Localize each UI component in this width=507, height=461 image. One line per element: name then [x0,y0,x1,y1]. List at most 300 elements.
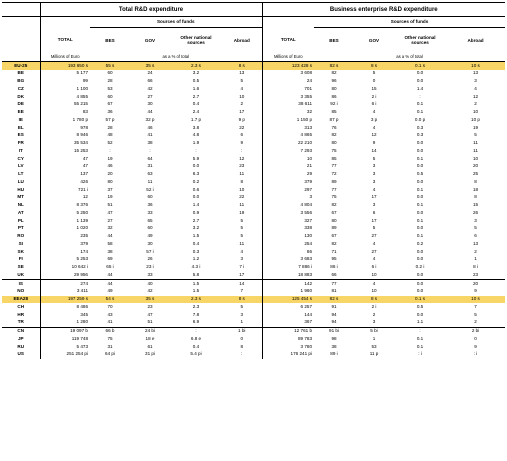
cell-bes: 57 p [105,116,115,122]
cell-gov: 49 [147,233,153,239]
cell-business-total: 38 611 [262,101,314,109]
country-code: NO [17,288,25,294]
table-row [2,171,505,179]
cell-gov: 30 [147,240,153,246]
cell-bes: 60 [107,70,113,76]
cell-business-bes: 85 [331,109,337,115]
cell-business-other-national: 0.1 [416,155,424,161]
cell-abroad: 19 [239,209,245,215]
sources-of-funds-header-total: Sources of funds [90,17,262,28]
cell-gov: 11 [147,178,153,184]
cell-business-total: 367 [262,319,314,327]
country-code: IT [18,147,23,153]
cell-business-bes: 67 [331,233,337,239]
cell-business-abroad: 23 [472,271,479,277]
cell-other-national: 1.5 [192,288,200,294]
cell-business-total: 86 [262,248,314,256]
cell-abroad: 5 [240,217,244,223]
cell-business-bes: 95 [331,256,337,262]
cell-other-national: 2.3 s [170,296,222,304]
cell-business-other-national: : i [418,351,422,357]
cell-business-bes: 66 [331,271,337,277]
country-code: AT [17,209,24,215]
cell-bes: 43 [107,311,113,317]
cell-business-total: 3 [262,194,314,202]
cell-total: 55 215 [40,101,90,109]
cell-business-total: 3 608 [262,70,314,78]
cell-business-gov: 3 p [370,116,378,122]
cell-gov: 33 [147,209,153,215]
cell-business-gov: 6 i [371,264,377,270]
cell-bes: 37 [107,186,113,192]
col-total: TOTAL [40,28,90,55]
cell-business-total: 3 780 [262,343,314,351]
unit-millions-euro-business: Millions of Euro [262,54,314,62]
cell-other-national: 3.2 [192,70,200,76]
country-code: ES [17,132,24,138]
table-row [2,78,505,86]
cell-business-bes: 82 [331,70,337,76]
table-row [2,233,505,241]
cell-business-total: 24 [262,78,314,86]
country-code: DE [17,101,24,107]
cell-total: 426 [40,178,90,186]
cell-total: 197 259 s [40,296,90,304]
cell-other-national: 3.8 [192,124,200,130]
cell-business-bes: 75 [331,194,337,200]
cell-other-national: 4.3 i [191,264,201,270]
table-row [2,101,505,109]
country-code: CN [2,327,40,335]
cell-abroad: 6 [240,132,244,138]
cell-business-gov: 11 p [369,351,379,357]
table-row [2,132,505,140]
cell-gov: 35 s [130,296,170,304]
cell-business-abroad: 9 [474,343,477,349]
cell-business-bes: 77 [314,280,354,288]
cell-business-bes: 80 [331,140,337,146]
cell-total: 1 780 p [40,116,90,124]
cell-business-other-national: 0.3 [416,132,424,138]
cell-business-gov: 3 [372,202,376,208]
cell-abroad: 8 s [222,62,262,70]
cell-gov: 66 [147,78,153,84]
table-row [2,70,505,78]
cell-business-gov: 5 [372,155,376,161]
cell-business-gov: 8 s [354,62,394,70]
cell-business-gov: 3 [372,178,376,184]
cell-business-gov: 9 [372,140,376,146]
cell-business-bes: 94 [331,311,337,317]
cell-business-other-national: 0.0 [416,70,424,76]
cell-other-national: 0.4 [192,343,200,349]
cell-business-total: 379 [262,178,314,186]
cell-abroad: 3 [240,311,244,317]
cell-business-bes: 82 [331,240,337,246]
cell-gov: 40 [130,280,170,288]
cell-business-abroad: 8 [474,178,477,184]
cell-business-bes: 76 [331,124,337,130]
cell-business-gov: 53 [371,343,377,349]
cell-business-gov: 10 [371,271,377,277]
cell-business-bes: 98 [331,335,337,341]
cell-business-gov: 27 [371,248,377,254]
cell-total: 978 [40,124,90,132]
cell-total: 19 097 b [40,327,90,335]
cell-bes: 44 [107,233,113,239]
cell-other-national: 1.2 [192,256,200,262]
cell-bes: : [109,147,111,153]
cell-total: 235 [40,233,90,241]
cell-other-national: 0.5 [192,78,200,84]
cell-business-other-national: 0.0 [416,256,424,262]
total-rd-header: Total R&D expenditure [40,3,262,17]
cell-business-bes: 75 [331,147,337,153]
cell-total: 174 [40,248,90,256]
cell-abroad: 14 [222,280,262,288]
cell-total: 47 [40,155,90,163]
country-code: EE [17,109,24,115]
table-row [2,319,505,327]
cell-business-abroad: 11 [473,140,478,146]
cell-other-national: : [170,327,222,335]
country-code: MT [17,194,25,200]
cell-gov: 38 [147,140,153,146]
cell-business-abroad: 15 [472,202,479,208]
country-code: LT [18,171,24,177]
col-gov: GOV [144,37,156,43]
cell-gov: 41 [147,132,153,138]
cell-gov: 35 s [130,62,170,70]
cell-total: 5 473 [40,343,90,351]
cell-business-total: 327 [262,217,314,225]
cell-abroad: 22 [239,194,245,200]
cell-gov: 44 [147,109,153,115]
cell-other-national: 1.5 [192,233,200,239]
cell-business-gov: 5 [372,225,376,231]
cell-business-gov: 0 [372,78,376,84]
cell-gov: 18 e [145,335,155,341]
cell-bes: 36 [107,109,113,115]
country-code: CH [17,303,25,309]
cell-gov: 63 [147,171,153,177]
cell-abroad: 13 [239,70,245,76]
cell-business-bes: 38 [331,343,337,349]
cell-business-bes: 82 [331,202,337,208]
cell-other-national: 5.9 [192,155,200,161]
table-row [2,248,505,256]
country-code: BE [17,70,24,76]
cell-other-national: 6.9 [192,319,200,325]
cell-bes: 31 [107,343,113,349]
cell-business-total: 12 761 b [262,327,314,335]
cell-business-abroad: 25 [472,171,479,177]
cell-business-gov: 17 [371,217,377,223]
country-code: NL [17,202,24,208]
cell-business-abroad: 0 [474,335,477,341]
cell-business-total: 1 960 [262,288,314,296]
cell-gov: 42 [147,85,153,91]
cell-abroad: 10 [239,93,245,99]
cell-abroad: 3 [240,256,244,262]
country-code: US [17,351,24,357]
cell-business-other-national: 0.3 [416,124,424,130]
cell-gov: 24 bi [130,327,170,335]
table-row [2,303,505,311]
cell-gov: 33 [147,271,153,277]
table-row [2,240,505,248]
unit-millions-euro: Millions of Euro [40,54,90,62]
country-code: LU [17,178,24,184]
cell-bes: 55 s [90,62,130,70]
cell-business-total: 4 865 [262,132,314,140]
cell-business-bes: 86 [331,93,337,99]
cell-total: 1 139 [40,217,90,225]
cell-bes: 47 [107,209,113,215]
cell-other-national: 1.4 [192,202,200,208]
cell-total: 8 376 [40,202,90,210]
cell-gov: : [149,147,151,153]
table-row [2,335,505,343]
country-code: EU-25 [2,62,40,70]
cell-abroad: 4 [240,85,244,91]
cell-business-gov: 4 [372,240,376,246]
cell-other-national: 0.4 [192,101,200,107]
cell-business-total: 21 [262,163,314,171]
sources-of-funds-header-business: Sources of funds [314,17,505,28]
cell-gov: 64 [147,155,153,161]
cell-business-other-national: 0.0 [416,78,424,84]
country-code: FR [17,140,24,146]
cell-total: 1 020 [40,225,90,233]
cell-business-abroad: 5 [474,311,477,317]
cell-business-bes: 80 [331,217,337,223]
cell-business-total: 3 355 [262,93,314,101]
col-gov-business: GOV [368,37,380,43]
table-row [2,264,505,272]
cell-total: 15 253 [40,147,90,155]
cell-abroad: 4 [240,248,244,254]
cell-business-abroad: 2 bi [446,327,505,335]
cell-bes: 28 [107,124,113,130]
cell-other-national: 2.3 s [170,62,222,70]
cell-business-abroad: 10 p [471,116,480,122]
cell-abroad: 8 [240,178,244,184]
table-row [2,140,505,148]
cell-abroad: 5 [240,303,244,309]
rd-expenditure-table-wrapper [2,2,505,459]
cell-bes: 19 [107,155,113,161]
cell-abroad: 7 i [239,264,245,270]
table-row [2,209,505,217]
cell-business-total: 123 428 s [262,62,314,70]
cell-abroad: 5 [240,78,244,84]
cell-business-abroad: 1 [474,256,477,262]
country-code: RO [17,233,25,239]
cell-abroad: 9 [240,140,244,146]
col-abroad-business: Abroad [467,37,484,43]
cell-business-gov: 14 [371,147,377,153]
cell-business-other-national: 0.0 [416,194,424,200]
cell-business-other-national: 0.1 [416,101,424,107]
cell-gov: 24 [147,70,153,76]
cell-bes: 54 s [90,296,130,304]
cell-bes: 70 [107,303,113,309]
cell-business-other-national: 0.1 s [394,62,446,70]
cell-business-total: 7 293 [262,147,314,155]
cell-business-other-national: 0.1 [416,186,424,192]
cell-business-bes: 67 [331,209,337,215]
cell-business-other-national: 0.1 [416,343,424,349]
country-code: IS [2,280,40,288]
cell-business-gov: 2 i [371,93,377,99]
table-row [2,280,505,288]
cell-business-total: 144 [262,311,314,319]
cell-business-abroad: 5 [474,225,477,231]
cell-total: 137 [40,171,90,179]
table-row [2,155,505,163]
cell-abroad: 11 [239,240,245,246]
cell-abroad: 17 [239,109,245,115]
cell-other-national: 0.6 [192,186,200,192]
table-row [2,147,505,155]
cell-abroad: 11 [239,202,245,208]
cell-other-national: 4.8 [192,132,200,138]
country-code: PL [17,217,24,223]
cell-business-total: 701 [262,85,314,93]
cell-business-other-national: 0.0 [416,288,424,294]
cell-business-total: 338 [262,225,314,233]
cell-business-other-national: 0.1 [416,335,424,341]
cell-abroad: 1 bi [222,327,262,335]
cell-business-total: 89 783 [262,335,314,343]
cell-other-national: 1.9 [192,140,200,146]
cell-business-abroad: 9 [474,288,477,294]
cell-business-total: 3 683 [262,256,314,264]
cell-business-gov: 4 [372,186,376,192]
cell-abroad: 22 [239,124,245,130]
cell-bes: 69 [107,256,113,262]
cell-business-bes: 89 [331,178,337,184]
cell-business-total: 6 257 [262,303,314,311]
cell-business-total: 176 241 pi [262,351,314,359]
cell-other-national: 7.8 [192,311,200,317]
cell-bes: 60 [107,93,113,99]
cell-bes: 19 [107,194,113,200]
cell-business-other-national: 0.1 [416,202,424,208]
cell-other-national: 0.0 [192,194,200,200]
cell-total: 4 855 [40,93,90,101]
country-code: EL [17,124,24,130]
cell-total: 5 253 [40,256,90,264]
cell-business-abroad: 11 [473,147,478,153]
country-code: SE [17,264,24,270]
cell-abroad: : [241,147,243,153]
cell-total: 8 486 [40,303,90,311]
cell-gov: 60 [147,194,153,200]
cell-business-abroad: 13 [472,70,479,76]
cell-abroad: 10 [239,186,245,192]
cell-gov: 36 [147,202,153,208]
country-code: CZ [17,85,24,91]
cell-other-national: 0.0 [192,163,200,169]
cell-other-national: 3.2 [192,225,200,231]
cell-business-abroad: 19 [472,124,479,130]
cell-business-bes: 86 i [330,264,338,270]
table-row [2,296,505,304]
country-code: RU [17,343,25,349]
table-row [2,124,505,132]
cell-business-other-national: 0.5 [416,171,424,177]
cell-business-abroad: 18 [472,186,479,192]
cell-business-other-national: 0.0 p [414,116,426,122]
cell-business-abroad: 2 [474,319,477,325]
cell-bes: 44 [107,271,113,277]
cell-business-other-national: 0.0 [416,178,424,184]
cell-total: 8 946 [40,132,90,140]
table-row [2,109,505,117]
cell-business-bes: 91 [331,303,337,309]
cell-business-bes: 77 [331,186,337,192]
cell-other-national: 1.6 [192,85,200,91]
country-code: IE [18,116,23,122]
cell-business-bes: 82 s [314,296,354,304]
cell-bes: 20 [107,171,113,177]
table-row [2,225,505,233]
table-row [2,62,505,70]
cell-business-abroad: 13 [472,240,479,246]
cell-bes: 75 [107,335,113,341]
cell-abroad: 8 [240,343,244,349]
cell-business-other-national: 0.1 [416,233,424,239]
cell-business-abroad: 12 [472,93,479,99]
cell-total: 47 [40,163,90,171]
cell-business-abroad: : i [473,351,478,357]
cell-business-total: 313 [262,124,314,132]
cell-total: 193 650 s [40,62,90,70]
cell-business-abroad: 20 [472,163,479,169]
cell-business-total: 7 886 i [262,264,314,272]
cell-business-abroad: 20 [446,280,505,288]
cell-business-gov: 27 [371,233,377,239]
cell-other-national: 5.8 [192,271,200,277]
country-code: HR [17,311,25,317]
cell-total: 99 [40,78,90,86]
country-code: EEA28 [2,296,40,304]
cell-business-gov: 6 i [371,101,377,107]
cell-bes: 44 [90,280,130,288]
cell-business-total: 297 [262,186,314,194]
cell-business-bes: 82 [331,132,337,138]
cell-business-abroad: 4 [474,85,477,91]
country-code: FI [18,256,23,262]
table-row [2,93,505,101]
cell-total: 83 [40,109,90,117]
unit-share-total: as a % of total [162,54,190,60]
cell-business-gov: 2 [372,311,376,317]
col-other-national: Other national sources [180,35,212,45]
col-bes: BES [105,37,115,43]
cell-gov: 57 i [146,248,154,254]
cell-business-gov: 6 [372,209,376,215]
country-code: SI [18,240,23,246]
cell-business-other-national: 0.0 [416,140,424,146]
cell-other-national: 0.2 [192,178,200,184]
table-row [2,327,505,335]
cell-bes: 32 [107,225,113,231]
cell-total: 379 [40,240,90,248]
country-code: UK [17,271,25,277]
